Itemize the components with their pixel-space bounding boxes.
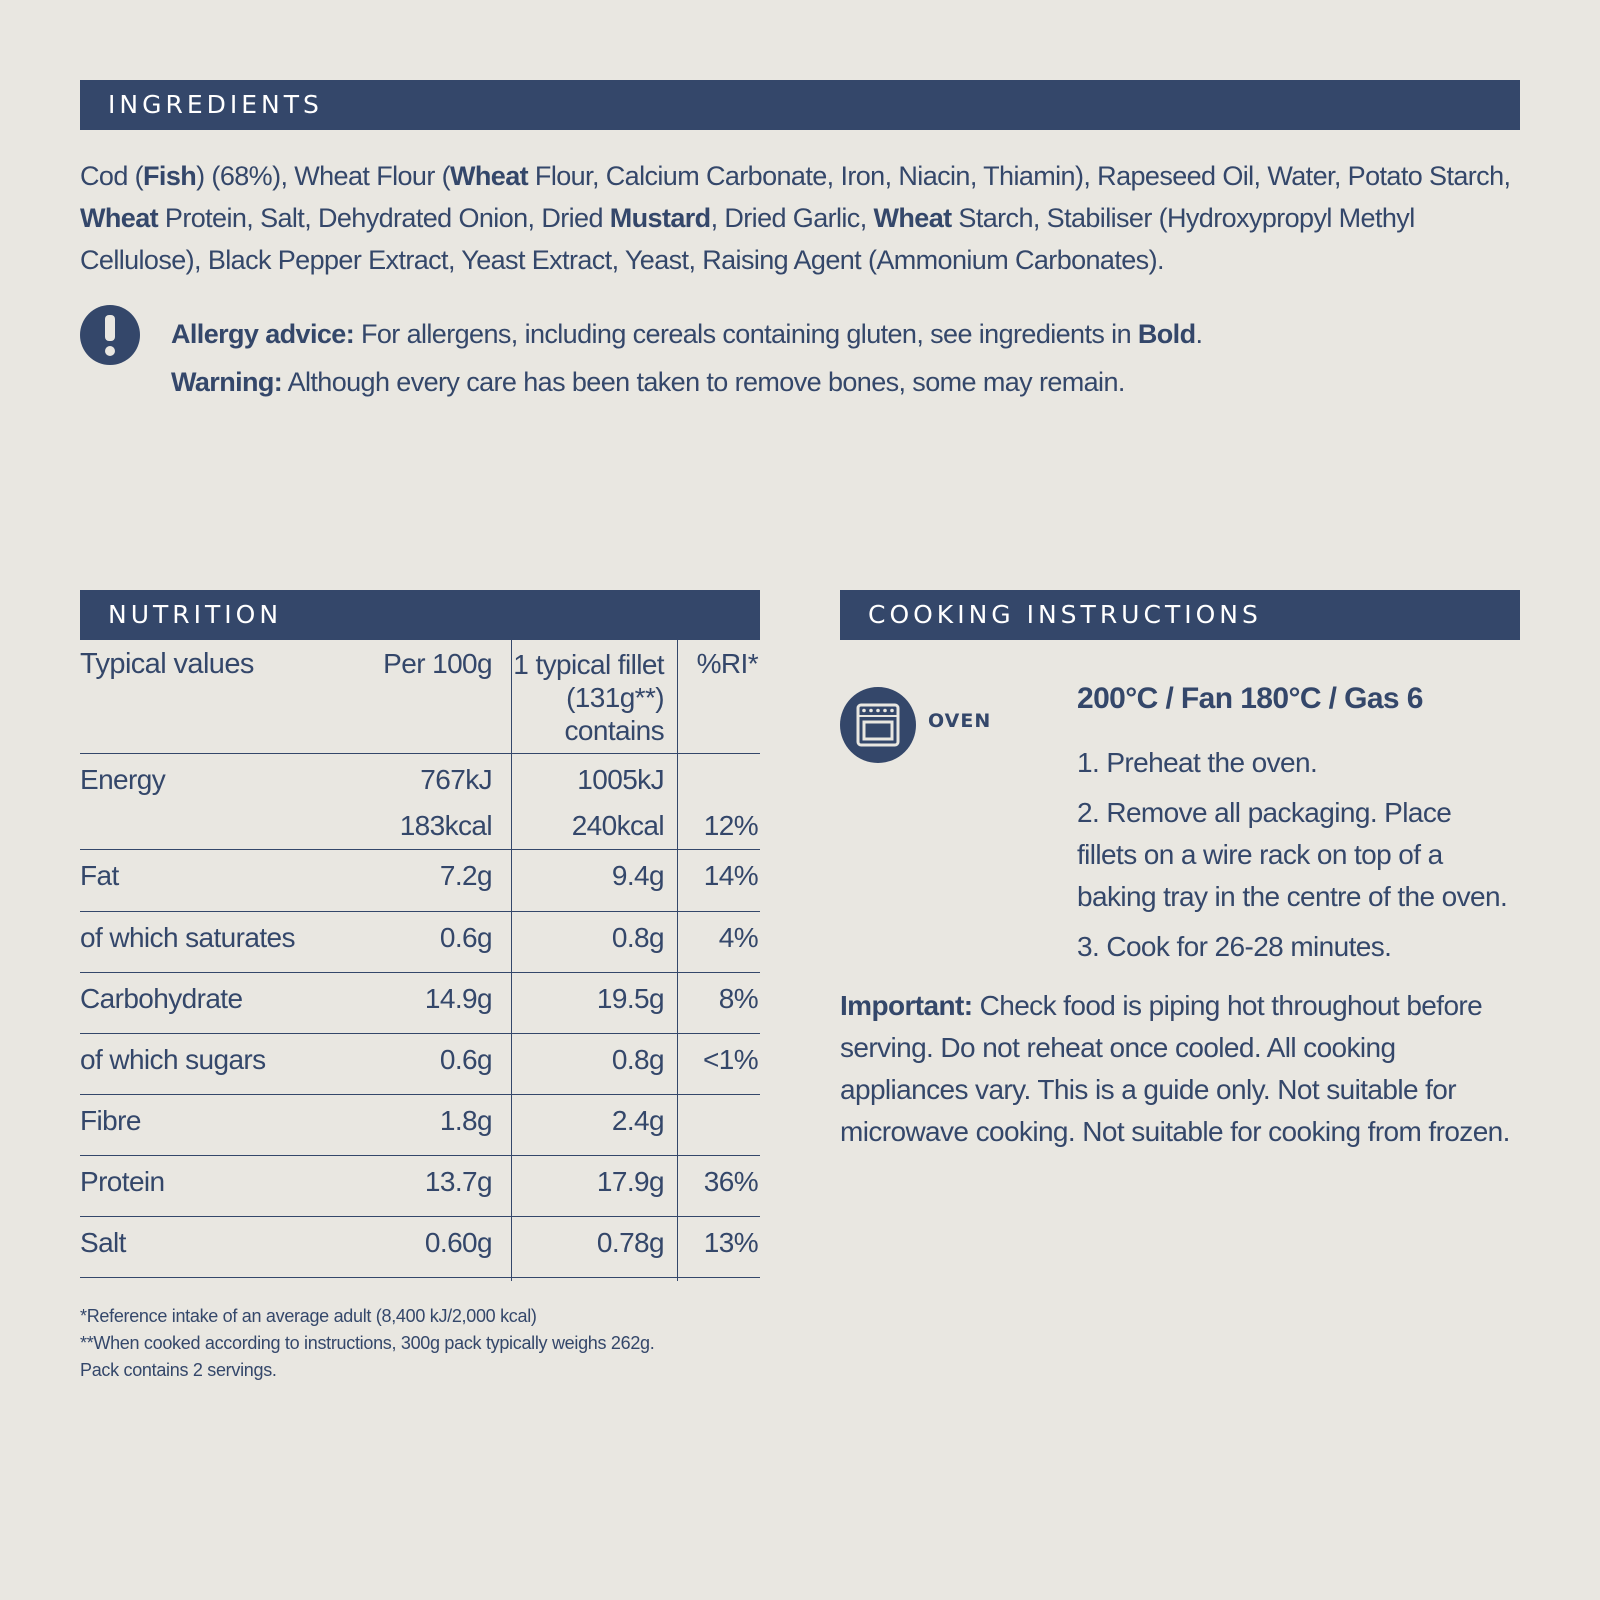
- nutrient-name: of which saturates: [80, 922, 295, 953]
- energy-ri: 12%: [703, 810, 758, 841]
- ri-value: 13%: [703, 1227, 758, 1258]
- nutrition-row: [80, 912, 760, 973]
- fillet-value: 9.4g: [611, 860, 664, 891]
- ri-value: 14%: [703, 860, 758, 891]
- column-divider: [511, 640, 512, 1281]
- ingredients-text: Cod (Fish) (68%), Wheat Flour (Wheat Flour, Calcium Carbonate, Iron, Niacin, Thiamin), Rapeseed Oil, Water, Potato Starch, Wheat Protein, Salt, Dehydrated Onion, Dried Mustard, Dried Garlic, Wheat Starch, Stabiliser (Hydroxypropyl Methyl Cellulose), Black Pepper Extract, Yeast Extract, Yeast, Raising Agent (Ammonium Carbonates).: [80, 161, 1511, 275]
- per100-value: 0.6g: [439, 922, 492, 953]
- nutrient-name: Fibre: [80, 1105, 141, 1136]
- oven-label: OVEN: [928, 710, 992, 732]
- footnote: Pack contains 2 servings.: [80, 1360, 277, 1380]
- nutrition-row: [80, 1095, 760, 1156]
- ri-value: 8%: [718, 983, 758, 1014]
- nutrition-header-row: [80, 640, 760, 754]
- ri-value: <1%: [702, 1044, 758, 1075]
- nutrition-row: [80, 973, 760, 1034]
- energy-row: [80, 754, 760, 850]
- nutrient-name: Salt: [80, 1227, 126, 1258]
- energy-per100-kj: 767kJ: [420, 764, 492, 795]
- oven-temperature: 200°C / Fan 180°C / Gas 6: [1077, 682, 1423, 715]
- typical-values-label: Typical values: [80, 648, 254, 680]
- ri-header: %RI*: [696, 648, 758, 679]
- nutrition-row: [80, 1156, 760, 1217]
- energy-label: Energy: [80, 764, 166, 795]
- per100-value: 0.60g: [424, 1227, 492, 1258]
- energy-fillet-kcal: 240kcal: [571, 810, 664, 841]
- per100-value: 13.7g: [424, 1166, 492, 1197]
- nutrient-name: Protein: [80, 1166, 165, 1197]
- cooking-steps: [1077, 742, 1517, 976]
- fillet-value: 19.5g: [596, 983, 664, 1014]
- cooking-header: COOKING INSTRUCTIONS: [840, 590, 1520, 640]
- per100-value: 0.6g: [439, 1044, 492, 1075]
- per100-value: 14.9g: [424, 983, 492, 1014]
- energy-per100-kcal: 183kcal: [399, 810, 492, 841]
- footnote: **When cooked according to instructions, 300g pack typically weighs 262g.: [80, 1333, 655, 1353]
- nutrition-footnotes: [80, 1303, 654, 1384]
- ri-value: 36%: [703, 1166, 758, 1197]
- nutrition-row: [80, 1034, 760, 1095]
- nutrient-name: Carbohydrate: [80, 983, 243, 1014]
- column-divider: [677, 640, 678, 1281]
- nutrition-row: [80, 1217, 760, 1278]
- fillet-value: 0.8g: [611, 922, 664, 953]
- allergy-advice: [171, 310, 1202, 406]
- oven-icon: [840, 687, 916, 763]
- per100-value: 7.2g: [439, 860, 492, 891]
- nutrition-table: [80, 640, 760, 1278]
- fillet-value: 0.78g: [596, 1227, 664, 1258]
- fillet-header: 1 typical fillet (131g**) contains: [513, 649, 664, 746]
- nutrition-header: NUTRITION: [80, 590, 760, 640]
- fillet-value: 0.8g: [611, 1044, 664, 1075]
- nutrition-row: [80, 850, 760, 912]
- exclamation-icon: [80, 305, 140, 365]
- energy-fillet-kj: 1005kJ: [577, 764, 664, 795]
- per100-header: Per 100g: [383, 648, 492, 679]
- cooking-step: 3. Cook for 26-28 minutes.: [1077, 931, 1392, 962]
- per100-value: 1.8g: [439, 1105, 492, 1136]
- cooking-step: 1. Preheat the oven.: [1077, 747, 1318, 778]
- fillet-value: 17.9g: [596, 1166, 664, 1197]
- allergy-advice-line: Allergy advice: For allergens, including cereals containing gluten, see ingredients in Bold.: [171, 319, 1203, 349]
- ri-value: 4%: [718, 922, 758, 953]
- cooking-step: 2. Remove all packaging. Place fillets on a wire rack on top of a baking tray in the centre of the oven.: [1077, 797, 1508, 912]
- nutrient-name: of which sugars: [80, 1044, 266, 1075]
- nutrient-name: Fat: [80, 860, 119, 891]
- important-note: Important: Check food is piping hot throughout before serving. Do not reheat once cooled. All cooking appliances vary. This is a guide only. Not suitable for microwave cooking. Not suitable for cooking from frozen.: [840, 990, 1510, 1147]
- fillet-value: 2.4g: [611, 1105, 664, 1136]
- footnote: *Reference intake of an average adult (8,400 kJ/2,000 kcal): [80, 1306, 537, 1326]
- bone-warning-line: Warning: Although every care has been taken to remove bones, some may remain.: [171, 367, 1125, 397]
- ingredients-header: INGREDIENTS: [80, 80, 1520, 130]
